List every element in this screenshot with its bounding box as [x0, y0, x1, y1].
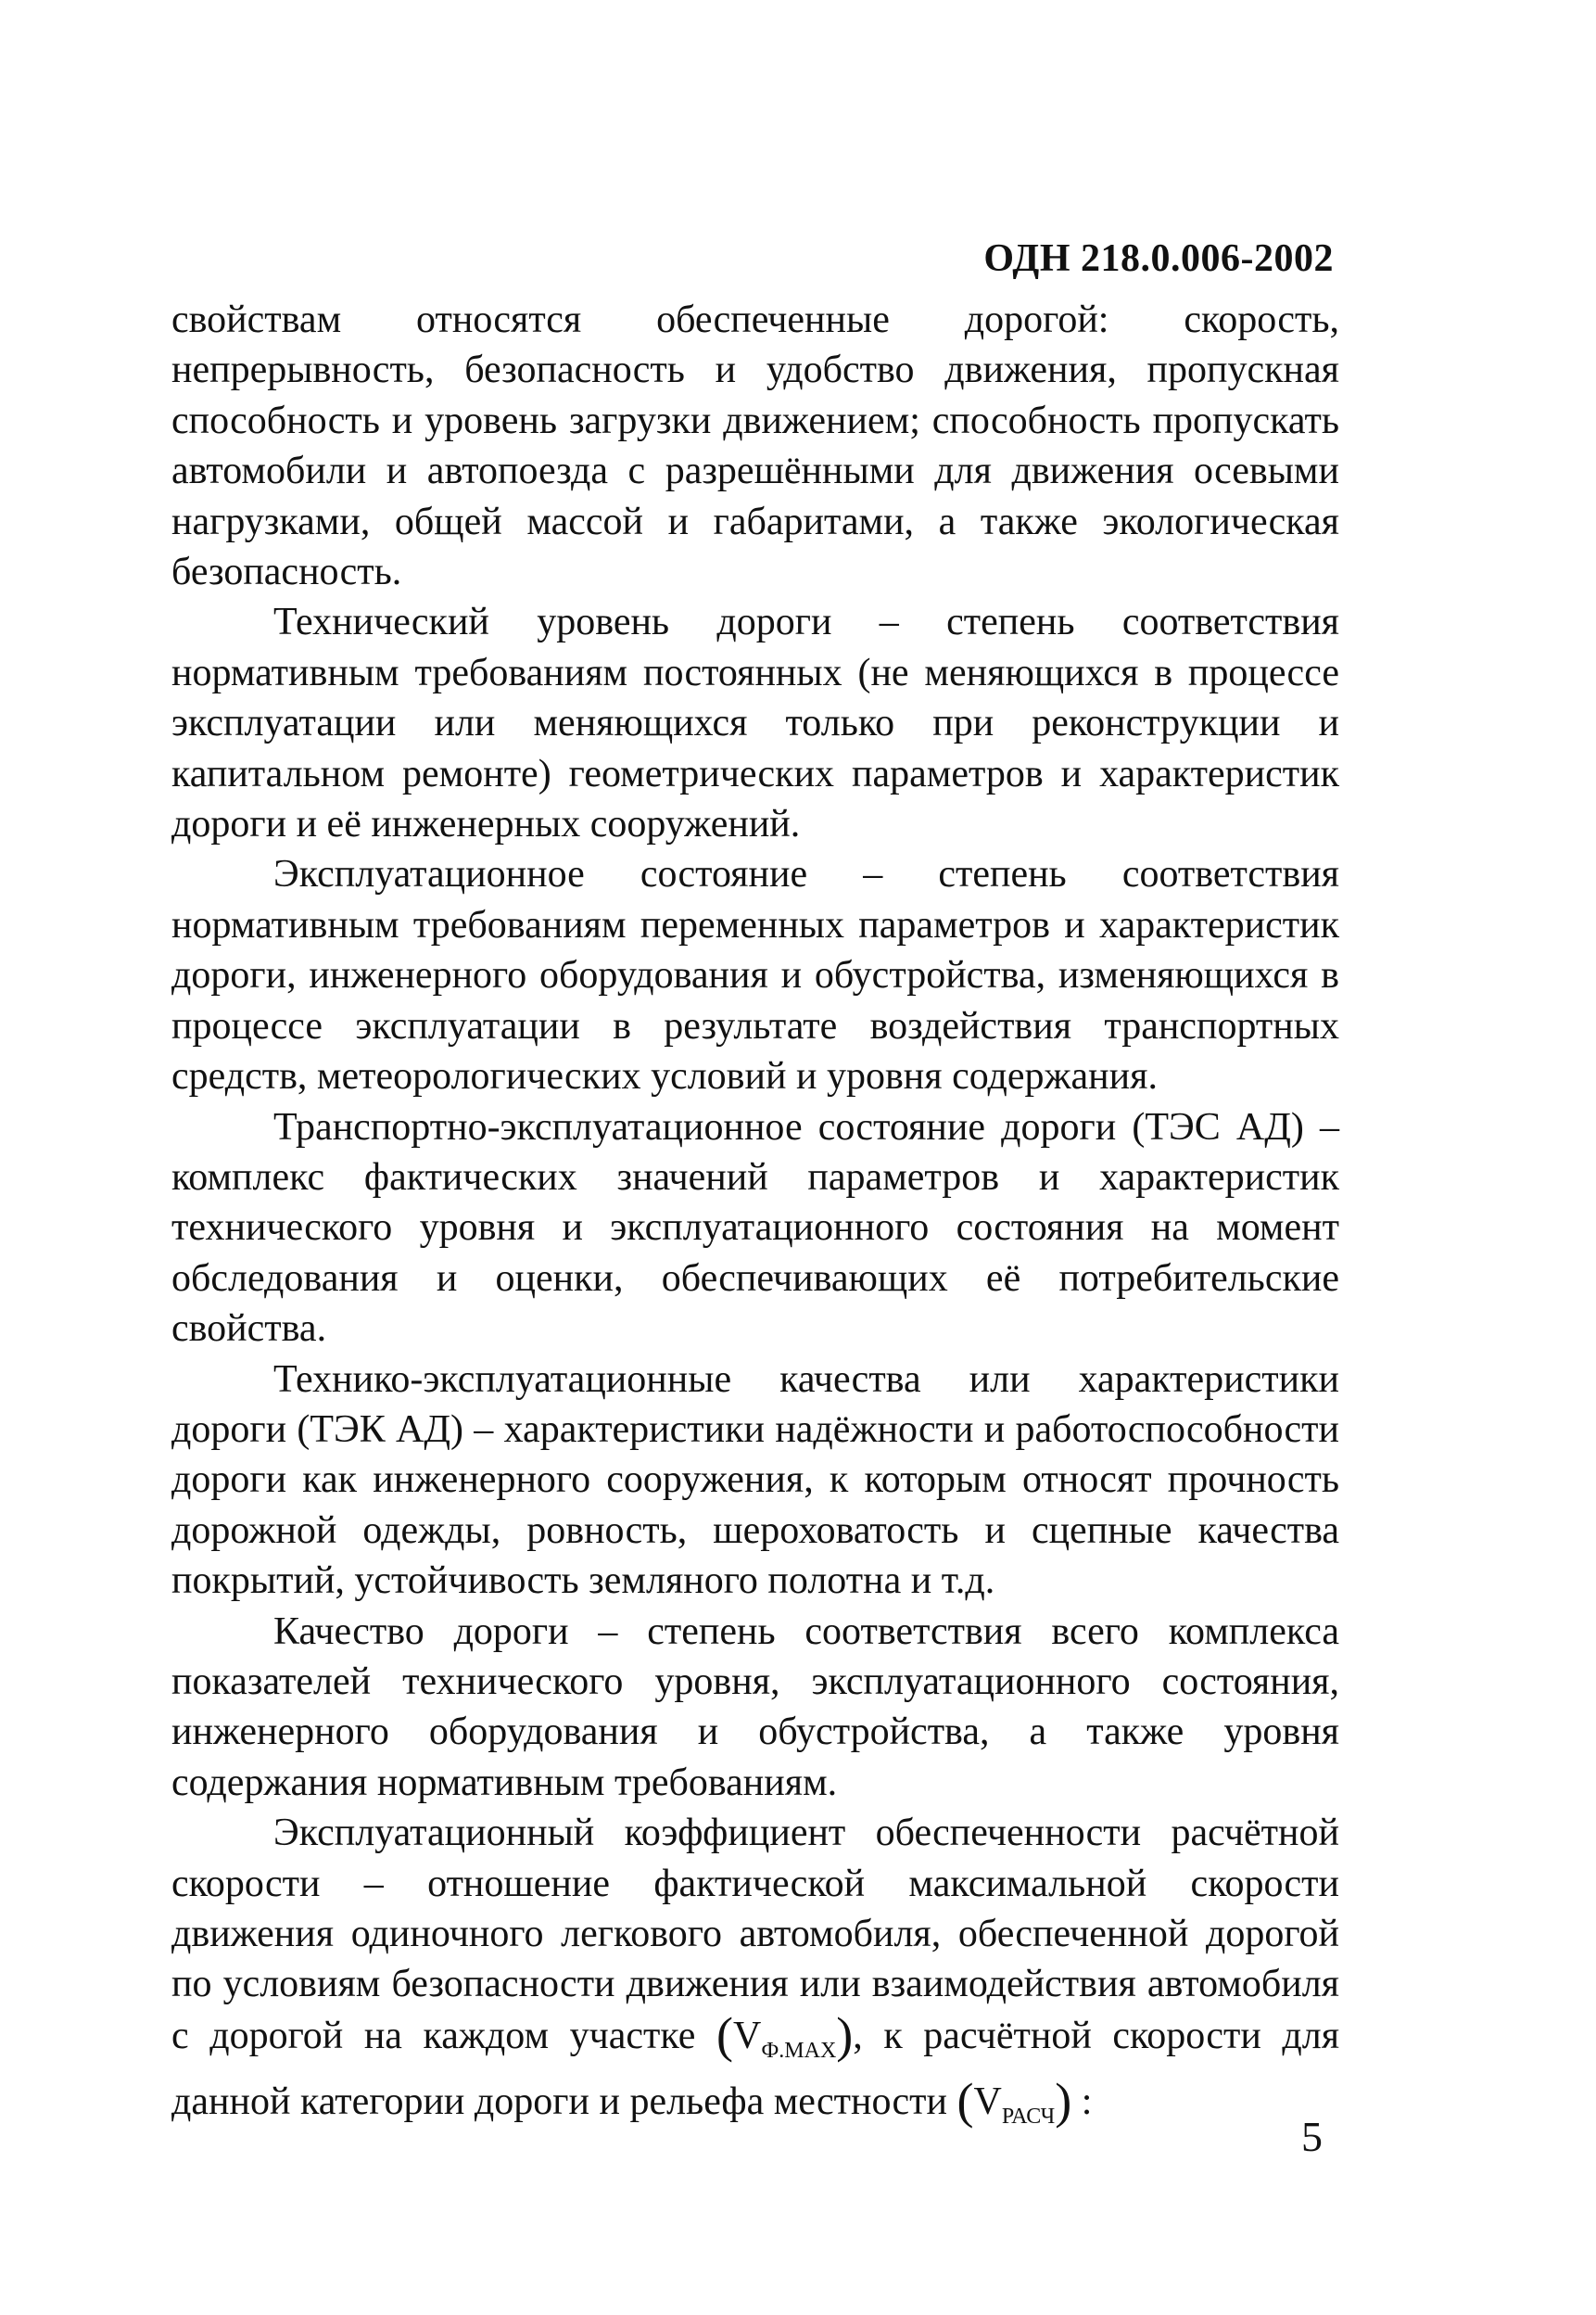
paragraph-operational-state: Эксплуатационное состояние – степень соответствия нормативным требованиям переменных параметров и характеристик дороги, инженерного оборудования и обустройства, изменяющихся в процессе эксплуатации в результате воздействия транспортных средств, метеорологических условий и уровня содержания.	[171, 853, 1339, 1099]
paragraph-technical-operational-qualities: Технико-эксплуатационные качества или характеристики дороги (ТЭК АД) – характеристики надёжности и работоспособности дороги как инженерного сооружения, к которым относят прочность дорожной одежды, ровность, шероховатость и сцепные качества покрытий, устойчивость земляного полотна и т.д.	[171, 1357, 1339, 1603]
paragraph-speed-coefficient	[171, 1808, 1339, 2142]
paragraph-transport-operational-state: Транспортно-эксплуатационное состояние дороги (ТЭС АД) – комплекс фактических значений параметров и характеристик технического уровня и эксплуатационного состояния на момент обследования и оценки, обеспечивающих её потребительские свойства.	[171, 1105, 1339, 1351]
page-number: 5	[1301, 2113, 1323, 2160]
speed-coefficient-text: Эксплуатационный коэффициент обеспеченности расчётной скорости – отношение фактической максимальной скорости движения одиночного легкового автомобиля, обеспеченной дорогой по условиям безопасности движения или взаимодействия автомобиля с дорогой	[171, 1812, 1339, 2057]
paragraph-road-quality: Качество дороги – степень соответствия всего комплекса показателей технического уровня, эксплуатационного состояния, инженерного оборудования и обустройства, а также уровня содержания нормативным требованиям.	[171, 1609, 1339, 1804]
symbol-v-rasch: V	[973, 2080, 1002, 2124]
symbol-v-fmax: V	[732, 2014, 762, 2057]
paragraph-continuation: свойствам относятся обеспеченные дорогой: скорость, непрерывность, безопасность и удобство движения, пропускная способность и уровень загрузки движением; способность пропускать автомобили и автопоезда с разрешёнными для движения осевыми нагрузками, общей массой и габаритами, а также экологическая безопасность.	[171, 299, 1339, 594]
symbol-v-rasch-subscript: РАСЧ	[1001, 2105, 1056, 2130]
paragraph-technical-level: Технический уровень дороги – степень соответствия нормативным требованиям постоянных (не меняющихся в процессе эксплуатации или меняющихся только при реконструкции и капитальном ремонте) геометрических параметров и характеристик дороги и её инженерных сооружений.	[171, 601, 1339, 846]
formula-line-b: категории дороги и рельефа местности $(V_{РАСЧ})$ :	[299, 2073, 1093, 2130]
formula-line-a: на каждом участке $(V_{Ф.MAX})$, к расчётной скорости для данной	[171, 2006, 1340, 2124]
document-code-header: ОДН 218.0.006-2002	[983, 237, 1334, 280]
symbol-v-fmax-subscript: Ф.MAX	[761, 2038, 837, 2063]
document-body	[171, 295, 1339, 2143]
